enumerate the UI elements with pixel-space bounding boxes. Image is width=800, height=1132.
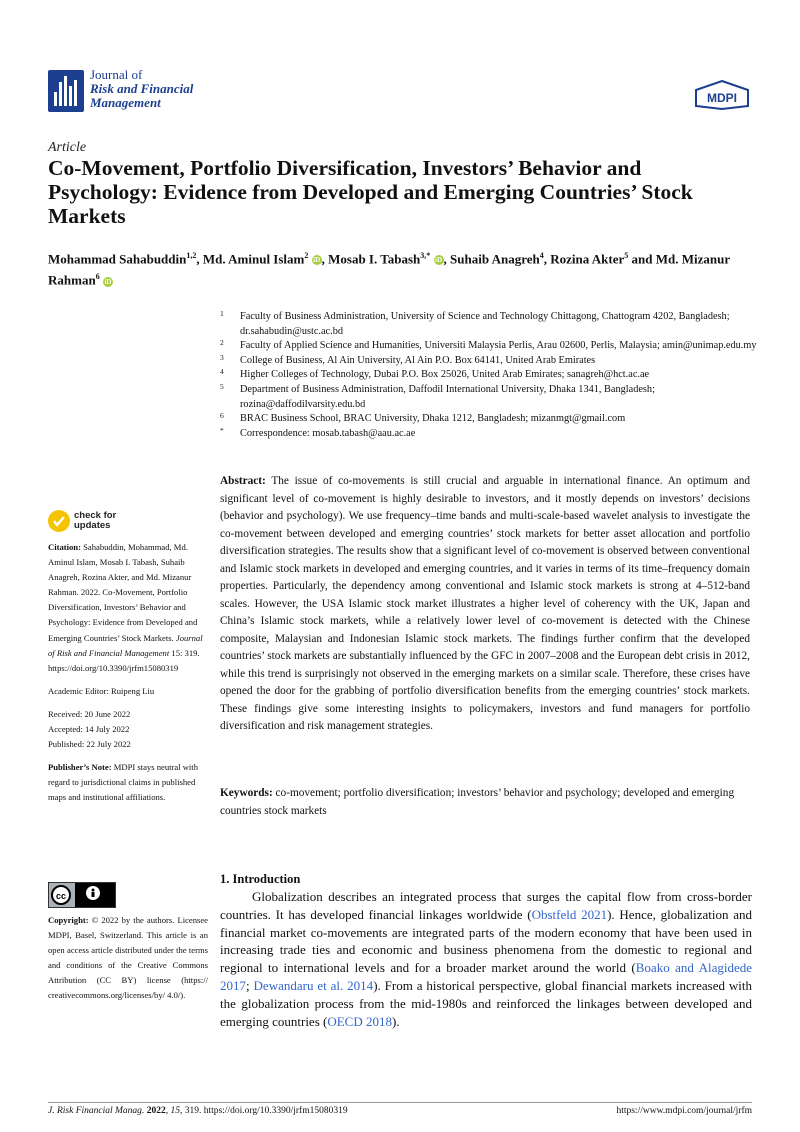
citation-label: Citation: [48,542,81,552]
author-affiliation-marker: 6 [95,272,100,282]
affiliation-item [220,368,760,383]
orcid-icon[interactable]: iD [104,277,112,286]
publisher-note-label: Publisher’s Note: [48,762,112,773]
affiliation-list [220,310,760,441]
paper-title: Co-Movement, Portfolio Diversification, Investors’ Behavior and Psychology: Evidence from Developed and Emerging Countries’ Stock Markets [48,156,693,228]
section-heading: 1. Introduction [220,872,301,886]
affiliation-text: Correspondence: mosab.tabash@aau.ac.ae [240,427,416,439]
mdpi-logo-icon [694,80,750,110]
affiliation-number: 2 [220,338,224,348]
publisher-note-text: MDPI stays neutral with regard to jurisdictional claims in published maps and institutional affiliations. [48,762,198,803]
footer-doi-link[interactable]: https://doi.org/10.3390/jrfm15080319 [203,1106,348,1116]
sidebar-info [48,540,208,814]
affiliation-item [220,412,760,427]
footer-citation: J. Risk Financial Manag. 2022, 15, 319. https://doi.org/10.3390/jrfm15080319 [48,1106,348,1116]
author-name: Mosab I. Tabash [328,251,421,267]
citation-link[interactable]: OECD 2018 [327,1013,392,1029]
affiliation-text: BRAC Business School, BRAC University, Dhaka 1212, Bangladesh; mizanmgt@gmail.com [240,413,626,425]
affiliation-item [220,310,760,339]
copyright-label: Copyright: [48,915,89,925]
author-affiliation-marker: 2 [304,251,309,260]
intro-text: Globalization describes an integrated process that surges the capital flow from cross-border countries. It has developed financial linkages worldwide ( [220,889,752,922]
footer-journal-url[interactable]: https://www.mdpi.com/journal/jrfm [616,1106,752,1116]
author-name: Rozina Akter [550,251,625,267]
affiliation-text: Higher Colleges of Technology, Dubai P.O. Box 25026, United Arab Emirates; sanagreh@hct.ac.ae [240,369,650,381]
journal-name [90,68,193,110]
cc-by-license-icon[interactable] [48,882,116,908]
affiliation-number: 4 [220,367,224,377]
author-affiliation-marker: 3,* [420,251,431,260]
copyright-notice [48,913,208,1004]
affiliation-item [220,427,760,442]
received-date: Received: 20 June 2022 [48,708,131,719]
citation [48,540,208,676]
check-label: check for [74,510,117,521]
orcid-icon[interactable]: iD [313,256,321,265]
intro-text: ). Hence, globalization and financial market co-movements are integrated parts of the modern economy that have been used in increasing trade ties and economic and business phenomena from the domestic to regional and regional to international levels and for a broader market around the world ( [220,906,753,976]
affiliation-text: College of Business, Al Ain University, Al Ain P.O. Box 64141, United Arab Emirates [240,354,596,366]
affiliation-number: 3 [220,352,224,362]
copyright-text: © 2022 by the authors. Licensee MDPI, Basel, Switzerland. This article is an open access article distributed under the terms and conditions of the Creative Commons Attribution (CC BY) license (https:// creativecommons.org/licenses/by/ 4.0/). [48,915,208,1001]
keywords-text: co-movement; portfolio diversification; investors’ behavior and psychology; developed and emerging countries stock markets [220,787,735,817]
intro-paragraph [220,888,752,1030]
citation-link[interactable]: Dewandaru et al. 2014 [253,977,374,993]
journal-line: Journal of [90,67,143,82]
footer-year: 2022 [146,1106,166,1116]
affiliation-item [220,339,760,354]
affiliation-number: 5 [220,381,224,391]
citation-text: Sahabuddin, Mohammad, Md. Aminul Islam, Mosab I. Tabash, Suhaib Anagreh, Rozina Akter, and Md. Mizanur Rahman. 2022. Co-Movement, Portfolio Diversification, Investors’ Behavior and Psychology: Evidence from Developed and Emerging Countries’ Stock Markets. [48,542,198,643]
affiliation-number: 6 [220,411,224,421]
journal-logo-icon [48,70,84,112]
footer-volume: 15 [170,1106,180,1116]
affiliation-item [220,354,760,369]
author-affiliation-marker: 1,2 [186,251,197,260]
author-list [48,247,758,290]
keywords-label: Keywords: [220,787,273,799]
accepted-date: Accepted: 14 July 2022 [48,724,130,735]
author-separator: , [543,251,551,267]
abstract-text: The issue of co-movements is still crucial and arguable in international finance. An optimum and significant level of co-movement is highly desirable to investors, and it mostly depends on investors’ decisions (behavior and psychology). We use frequency–time bands and multi-scale-based wavelet analysis to investigate the co-movement between developed and emerging countries’ stock markets for better asset allocation and portfolio diversification strategies. The results show that a significant level of co-movement is observed between conventional and Islamic stock markets in developed and emerging countries, and it varies in terms of its time–frequency domain properties. Particularly, the dependency among conventional and Islamic stock markets is strong at 4–512-band scales. However, the USA Islamic stock market illustrates a higher level of coherency with the UK, Japan and China’s Islamic stock markets, while a relatively lower level of co-movement is detected with the Chinese composite, Malaysian and Indonesian Islamic stock markets. The findings further confirm that the developed countries’ stock markets are substantially influenced by the GFC in 2007–2008 and the European debt crisis in 2012, while this trend is surprisingly not observed in the emerging markets on a similar scale. Therefore, these crises have opened the door for the grabbing of portfolio diversification benefits from the emerging countries’ stock markets. These findings give some interesting insights to policymakers, investors and fund managers for portfolio diversification and risk management strategies. [220,475,751,732]
check-label: updates [74,520,111,531]
check-for-updates-icon[interactable] [48,510,70,532]
citation-journal: Journal of Risk and Financial Management [48,632,203,658]
citation-link[interactable]: Obstfeld 2021 [531,906,608,922]
intro-text: ). [391,1013,400,1029]
footer-divider [48,1102,752,1103]
publisher-note [48,760,208,805]
author-separator: , [443,251,451,267]
svg-text:cc: cc [55,891,67,901]
journal-line: Management [90,95,161,110]
abstract [220,473,750,736]
author-separator: , [321,251,329,267]
author-separator: , [196,251,203,267]
citation-volume: 15: 319. [171,647,200,658]
author-name: Md. Aminul Islam [202,251,305,267]
affiliation-number: * [220,425,224,435]
publisher-name: MDPI [707,91,737,105]
intro-text: ; [246,977,254,993]
author-separator: and [628,251,656,267]
orcid-icon[interactable]: iD [435,256,443,265]
journal-line: Risk and Financial [90,81,194,96]
abstract-label: Abstract: [220,475,266,487]
author-name: Md. Mizanur Rahman [48,251,730,288]
published-date: Published: 22 July 2022 [48,739,131,750]
author-name: Suhaib Anagreh [450,251,540,267]
affiliation-item [220,383,760,412]
article-type: Article [48,140,87,155]
citation-link[interactable]: Boako and Alagidede 2017 [220,960,752,993]
affiliation-text: Faculty of Applied Science and Humanities, Universiti Malaysia Perlis, Arau 02600, Perlis, Malaysia; amin@unimap.edu.my [240,340,757,352]
keywords [220,785,750,820]
author-affiliation-marker: 5 [624,251,629,260]
author-affiliation-marker: 4 [539,251,544,260]
academic-editor: Academic Editor: Ruipeng Liu [48,685,155,696]
affiliation-number: 1 [220,309,224,318]
citation-doi-link[interactable]: https://doi.org/10.3390/jrfm15080319 [48,662,179,673]
intro-text: ). From a historical perspective, global financial markets increased with the globalization process from the mid-1980s and reinforced the linkages between developed and emerging countries ( [220,977,752,1029]
check-for-updates-button[interactable] [74,511,116,531]
footer-journal: J. Risk Financial Manag. [48,1106,145,1116]
author-name: Mohammad Sahabuddin [48,251,187,267]
affiliation-text: Department of Business Administration, Daffodil International University, Dhaka 1341, Bangladesh; rozina@daffodilvarsity.edu.bd [240,383,655,410]
footer-pages: 319. [184,1106,202,1116]
affiliation-text: Faculty of Business Administration, University of Science and Technology Chittagong, Chattogram 4202, Bangladesh; dr.sahabudin@ustc.ac.bd [240,311,730,337]
